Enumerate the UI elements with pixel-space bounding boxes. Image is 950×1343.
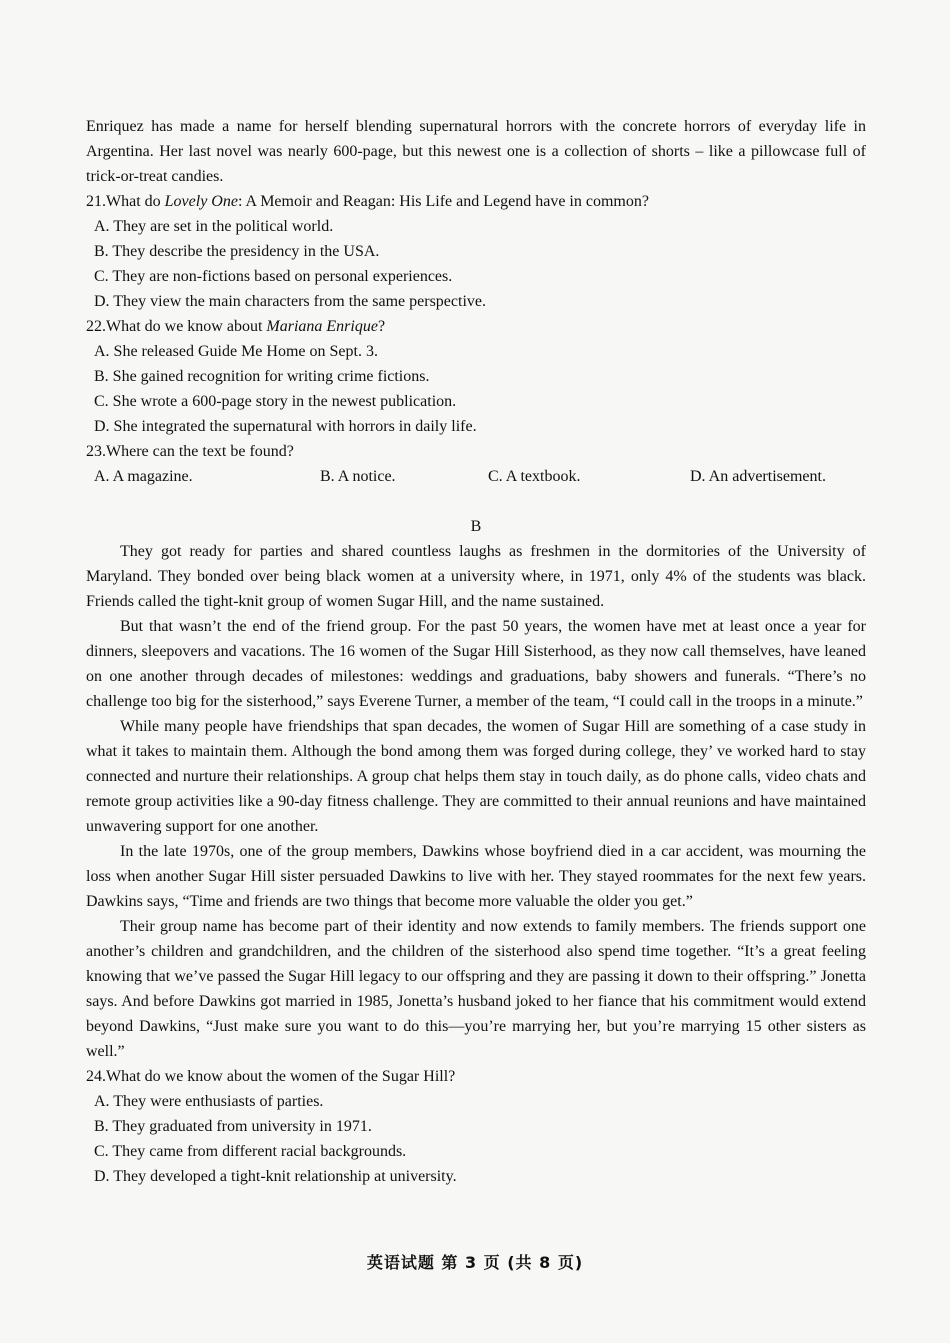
q22-option-a: A. She released Guide Me Home on Sept. 3. <box>94 343 378 360</box>
q21-option-a: A. They are set in the political world. <box>94 218 334 235</box>
q24-option-d: D. They developed a tight-knit relationship at university. <box>94 1168 457 1185</box>
q24-option-c: C. They came from different racial backgrounds. <box>94 1143 407 1160</box>
q21-option-b: B. They describe the presidency in the USA. <box>94 243 380 260</box>
q23-option-c: C. A textbook. <box>488 468 581 485</box>
q23-option-a: A. A magazine. <box>94 468 193 485</box>
q23-option-d: D. An advertisement. <box>690 468 826 485</box>
q23-option-b: B. A notice. <box>320 468 396 485</box>
passage-b-paragraph-4: In the late 1970s, one of the group members, Dawkins whose boyfriend died in a car accident, was mourning the loss when another Sugar Hill sister persuaded Dawkins to live with her. They stayed roommates for the next few years. Dawkins says, “Time and friends are two things that become more valuable the older you get.” <box>86 843 866 910</box>
question-22: 22.What do we know about Mariana Enrique? <box>86 318 386 335</box>
passage-b-paragraph-3: While many people have friendships that span decades, the women of Sugar Hill are something of a case study in what it takes to maintain them. Although the bond among them was forged during college, they’ ve worked hard to stay connected and nurture their relationships. A group chat helps them stay in touch daily, as do phone calls, video chats and remote group activities like a 90-day fitness challenge. They are committed to their annual reunions and have maintained unwavering support for one another. <box>86 718 866 835</box>
question-23: 23.Where can the text be found? <box>86 443 294 460</box>
passage-a-tail: Enriquez has made a name for herself blending supernatural horrors with the concrete horrors of everyday life in Argentina. Her last novel was nearly 600-page, but this newest one is a collection of shorts – like a pillowcase full of trick-or-treat candies. <box>86 118 866 185</box>
q24-option-b: B. They graduated from university in 1971. <box>94 1118 372 1135</box>
q23-options <box>94 464 866 489</box>
q24-option-a: A. They were enthusiasts of parties. <box>94 1093 324 1110</box>
passage-b-paragraph-2: But that wasn’t the end of the friend group. For the past 50 years, the women have met at least once a year for dinners, sleepovers and vacations. The 16 women of the Sugar Hill Sisterhood, as they now call themselves, have leaned on one another through decades of milestones: weddings and graduations, baby showers and funerals. “There’s no challenge too big for the sisterhood,” says Everene Turner, a member of the team, “I could call in the troops in a minute.” <box>86 618 866 710</box>
section-b-label: B <box>470 518 482 535</box>
page-content <box>86 114 866 1189</box>
question-24: 24.What do we know about the women of the Sugar Hill? <box>86 1068 456 1085</box>
passage-b-paragraph-5: Their group name has become part of their identity and now extends to family members. The friends support one another’s children and grandchildren, and the children of the sisterhood also spend time together. “It’s a great feeling knowing that we’ve passed the Sugar Hill legacy to our offspring and they are passing it down to their offspring.” Jonetta says. And before Dawkins got married in 1985, Jonetta’s husband joked to her fiance that his commitment would extend beyond Dawkins, “Just make sure you want to do this—you’re marrying her, but you’re marrying 15 other sisters as well.” <box>86 918 866 1060</box>
q22-option-c: C. She wrote a 600-page story in the newest publication. <box>94 393 457 410</box>
q21-option-d: D. They view the main characters from the same perspective. <box>94 293 486 310</box>
q21-option-c: C. They are non-fictions based on personal experiences. <box>94 268 453 285</box>
page-footer: 英语试题 第 3 页 (共 8 页) <box>366 1253 584 1272</box>
question-21: 21.What do Lovely One: A Memoir and Reagan: His Life and Legend have in common? <box>86 193 649 210</box>
passage-b-paragraph-1: They got ready for parties and shared countless laughs as freshmen in the dormitories of the University of Maryland. They bonded over being black women at a university where, in 1971, only 4% of the students was black. Friends called the tight-knit group of women Sugar Hill, and the name sustained. <box>86 543 866 610</box>
q22-option-d: D. She integrated the supernatural with horrors in daily life. <box>94 418 477 435</box>
q22-option-b: B. She gained recognition for writing crime fictions. <box>94 368 430 385</box>
